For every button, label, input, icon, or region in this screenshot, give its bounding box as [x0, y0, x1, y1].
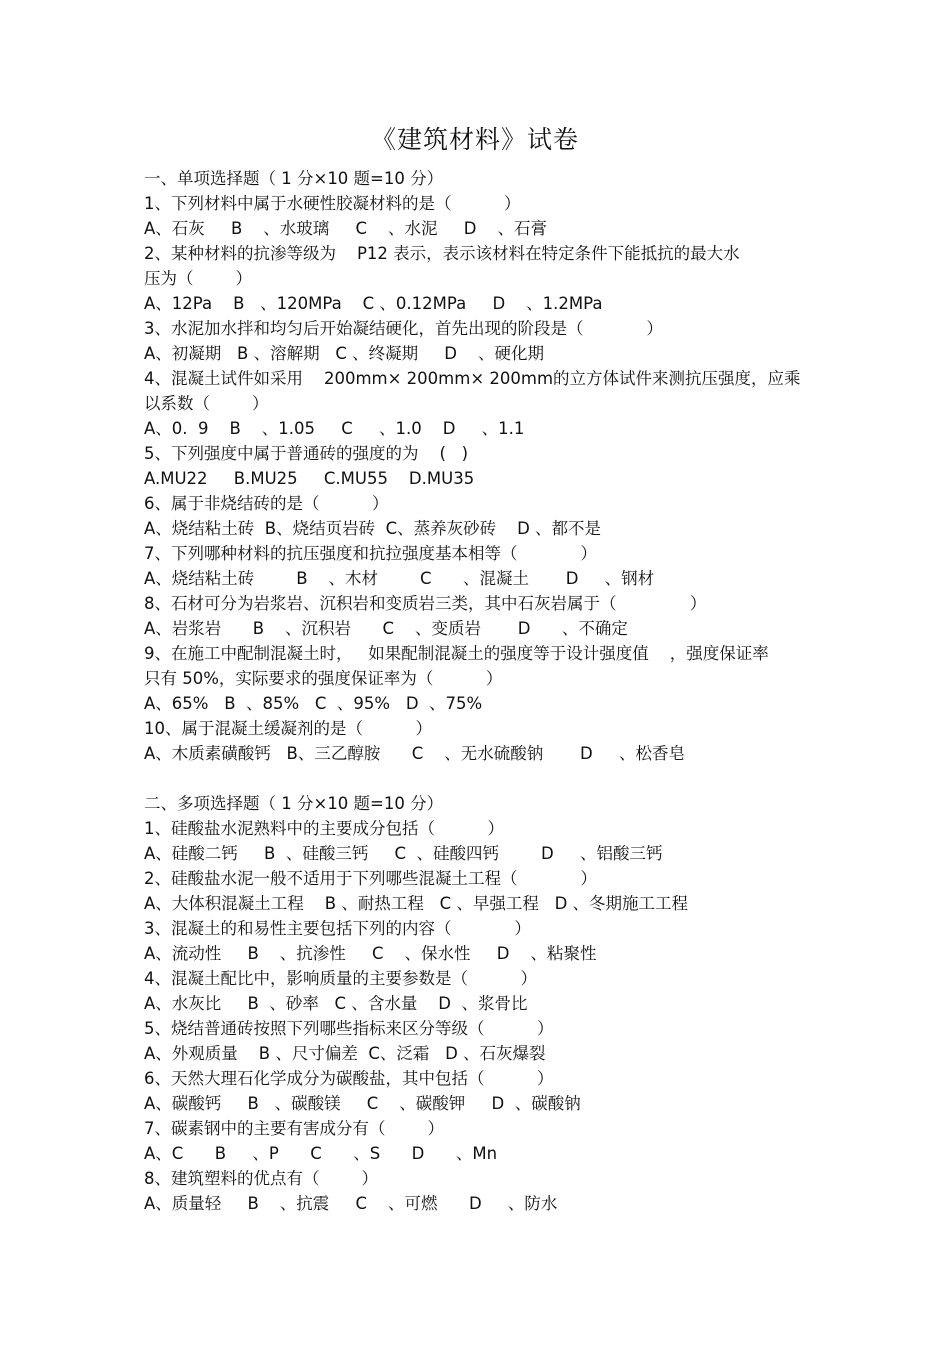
s2-q1-options: A、硅酸二钙 B 、硅酸三钙 C 、硅酸四钙 D 、铝酸三钙: [144, 844, 663, 863]
exam-title: 《建筑材料》试卷: [370, 125, 579, 154]
s1-q9: 9、在施工中配制混凝土时， 如果配制混凝土的强度等于设计强度值 ，强度保证率: [144, 644, 769, 663]
s2-q8-options: A、质量轻 B 、抗震 C 、可燃 D 、防水: [144, 1194, 558, 1213]
s2-q1: 1、硅酸盐水泥熟料中的主要成分包括（ ）: [144, 819, 504, 838]
s2-q6-options: A、碳酸钙 B 、碳酸镁 C 、碳酸钾 D 、碳酸钠: [144, 1094, 581, 1113]
s1-q10: 10、属于混凝土缓凝剂的是（ ）: [144, 719, 432, 738]
s1-q3-options: A、初凝期 B 、溶解期 C 、终凝期 D 、硬化期: [144, 344, 544, 363]
s1-q6: 6、属于非烧结砖的是（ ）: [144, 494, 389, 513]
section1-heading: 一、单项选择题（ 1 分×10 题=10 分）: [144, 169, 444, 188]
s1-q2-cont: 压为（ ）: [144, 269, 252, 288]
section-spacer: [144, 766, 809, 791]
section2-heading: 二、多项选择题（ 1 分×10 题=10 分）: [144, 794, 444, 813]
exam-content: [144, 166, 809, 1216]
s1-q2-options: A、12Pa B 、120MPa C 、0.12MPa D 、1.2MPa: [144, 294, 603, 313]
s2-q6: 6、天然大理石化学成分为碳酸盐，其中包括（ ）: [144, 1069, 554, 1088]
s2-q3: 3、混凝土的和易性主要包括下列的内容（ ）: [144, 919, 531, 938]
s1-q1: 1、下列材料中属于水硬性胶凝材料的是（ ）: [144, 194, 521, 213]
s2-q3-options: A、流动性 B 、抗渗性 C 、保水性 D 、粘聚性: [144, 944, 597, 963]
s2-q7-options: A、C B 、P C 、S D 、Mn: [144, 1144, 498, 1163]
s1-q9-cont: 只有 50%，实际要求的强度保证率为（ ）: [144, 669, 503, 688]
s1-q4-cont: 以系数（ ）: [144, 394, 269, 413]
s1-q7: 7、下列哪种材料的抗压强度和抗拉强度基本相等（ ）: [144, 544, 597, 563]
s1-q5: 5、下列强度中属于普通砖的强度的为 ( ): [144, 444, 469, 463]
s1-q9-options: A、65% B 、85% C 、95% D 、75%: [144, 694, 483, 713]
s1-q8: 8、石材可分为岩浆岩、沉积岩和变质岩三类，其中石灰岩属于（ ）: [144, 594, 707, 613]
s2-q4-options: A、水灰比 B 、砂率 C 、含水量 D 、浆骨比: [144, 994, 528, 1013]
s2-q7: 7、碳素钢中的主要有害成分有（ ）: [144, 1119, 444, 1138]
s2-q2-options: A、大体积混凝土工程 B 、耐热工程 C 、早强工程 D 、冬期施工工程: [144, 894, 689, 913]
s1-q1-options: A、石灰 B 、水玻璃 C 、水泥 D 、石膏: [144, 219, 547, 238]
s2-q4: 4、混凝土配比中，影响质量的主要参数是（ ）: [144, 969, 537, 988]
s1-q10-options: A、木质素磺酸钙 B、三乙醇胺 C 、无水硫酸钠 D 、松香皂: [144, 744, 685, 763]
s1-q4: 4、混凝土试件如采用 200mm× 200mm× 200mm的立方体试件来测抗压强度，应乘: [144, 369, 801, 388]
s1-q5-options: A.MU22 B.MU25 C.MU55 D.MU35: [144, 469, 475, 488]
s1-q6-options: A、烧结粘土砖 B、烧结页岩砖 C、蒸养灰砂砖 D 、都不是: [144, 519, 602, 538]
s1-q4-options: A、0. 9 B 、1.05 C 、1.0 D 、1.1: [144, 419, 525, 438]
s1-q2: 2、某种材料的抗渗等级为 P12 表示，表示该材料在特定条件下能抵抗的最大水: [144, 244, 740, 263]
s2-q8: 8、建筑塑料的优点有（ ）: [144, 1169, 378, 1188]
s2-q5-options: A、外观质量 B 、尺寸偏差 C、泛霜 D 、石灰爆裂: [144, 1044, 546, 1063]
s1-q3: 3、水泥加水拌和均匀后开始凝结硬化，首先出现的阶段是（ ）: [144, 319, 663, 338]
s2-q5: 5、烧结普通砖按照下列哪些指标来区分等级（ ）: [144, 1019, 554, 1038]
s1-q8-options: A、岩浆岩 B 、沉积岩 C 、变质岩 D 、不确定: [144, 619, 628, 638]
s1-q7-options: A、烧结粘土砖 B 、木材 C 、混凝土 D 、钢材: [144, 569, 655, 588]
s2-q2: 2、硅酸盐水泥一般不适用于下列哪些混凝土工程（ ）: [144, 869, 597, 888]
